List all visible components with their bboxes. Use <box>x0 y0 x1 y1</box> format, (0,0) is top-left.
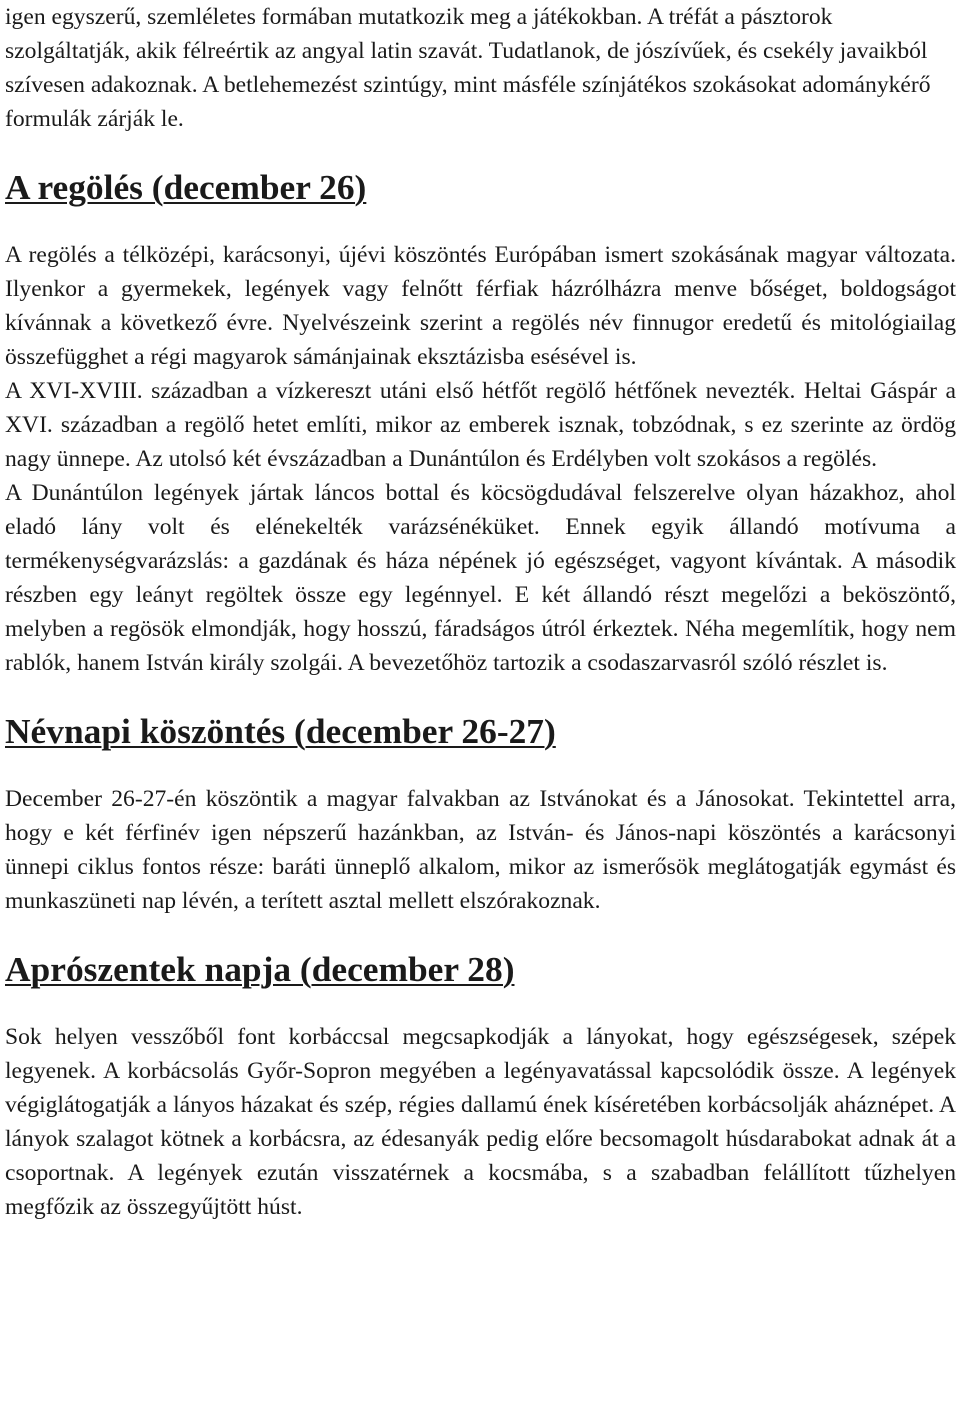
intro-paragraph: igen egyszerű, szemléletes formában mutatkozik meg a játékokban. A tréfát a pásztorok szolgáltatják, akik félreértik az angyal latin szavát. Tudatlanok, de jószívűek, és csekély javaikból szívesen adakoznak. A betlehemezést szintúgy, mint másféle színjátékos szokásokat adománykérő formulák zárják le. <box>5 4 931 132</box>
regoles-paragraph-2: A XVI-XVIII. században a vízkereszt utáni első hétfőt regölő hétfőnek nevezték. Heltai Gáspár a XVI. században a regölő hetet említi, mikor az emberek isznak, tobzódnak, s ez szerinte az ördög nagy ünnepe. Az utolsó két évszázadban a Dunántúlon és Erdélyben volt szokásos a regölés. <box>5 378 956 472</box>
regoles-paragraph-1: A regölés a télközépi, karácsonyi, újévi köszöntés Európában ismert szokásának magyar változata. Ilyenkor a gyermekek, legények vagy felnőtt férfiak házrólházra menve bőséget, boldogságot kívánnak a következő évre. Nyelvészeink szerint a regölés név finnugor eredetű és mitológiailag összefügghet a régi magyarok sámánjainak eksztázisba esésével is. <box>5 242 956 370</box>
section-heading-regoles: A regölés (december 26) <box>5 167 367 207</box>
spacer <box>5 918 956 952</box>
spacer <box>5 986 956 1020</box>
spacer <box>5 748 956 782</box>
document-page <box>5 0 956 1224</box>
spacer <box>5 204 956 238</box>
spacer <box>5 136 956 170</box>
aproszentek-paragraph-1: Sok helyen vesszőből font korbáccsal megcsapkodják a lányokat, hogy egészségesek, szépek legyenek. A korbácsolás Győr-Sopron megyében a legényavatással kapcsolódik össze. A legények végiglátogatják a lányos házakat és szép, régies dallamú ének kíséretében korbácsolják aháznépet. A lányok szalagot kötnek a korbácsra, az édesanyák pedig előre becsomagolt húsdarabokat adnak át a csoportnak. A legények ezután visszatérnek a kocsmába, s a szabadban felállított tűzhelyen megfőzik az összegyűjtött húst. <box>5 1024 956 1220</box>
nevnap-paragraph-1: December 26-27-én köszöntik a magyar falvakban az Istvánokat és a Jánosokat. Tekintettel arra, hogy e két férfinév igen népszerű hazánkban, az István- és János-napi köszöntés a karácsonyi ünnepi ciklus fontos része: baráti ünneplő alkalom, mikor az ismerősök meglátogatják egymást és munkaszüneti nap lévén, a terített asztal mellett elszórakoznak. <box>5 786 956 914</box>
section-heading-aproszentek: Aprószentek napja (december 28) <box>5 949 515 989</box>
section-heading-nevnap: Névnapi köszöntés (december 26-27) <box>5 711 556 751</box>
spacer <box>5 680 956 714</box>
regoles-paragraph-3: A Dunántúlon legények jártak láncos bottal és köcsögdudával felszerelve olyan házakhoz, ahol eladó lány volt és elénekelték varázsénéküket. Ennek egyik állandó motívuma a termékenységvarázslás: a gazdának és háza népének jó egészséget, vagyont kívántak. A második részben egy leányt regöltek össze egy legénnyel. E két állandó részt megelőzi a beköszöntő, melyben a regösök elmondják, hogy hosszú, fáradságos útról érkeztek. Néha megemlítik, hogy nem rablók, hanem István király szolgái. A bevezetőhöz tartozik a csodaszarvasról szóló részlet is. <box>5 480 956 676</box>
